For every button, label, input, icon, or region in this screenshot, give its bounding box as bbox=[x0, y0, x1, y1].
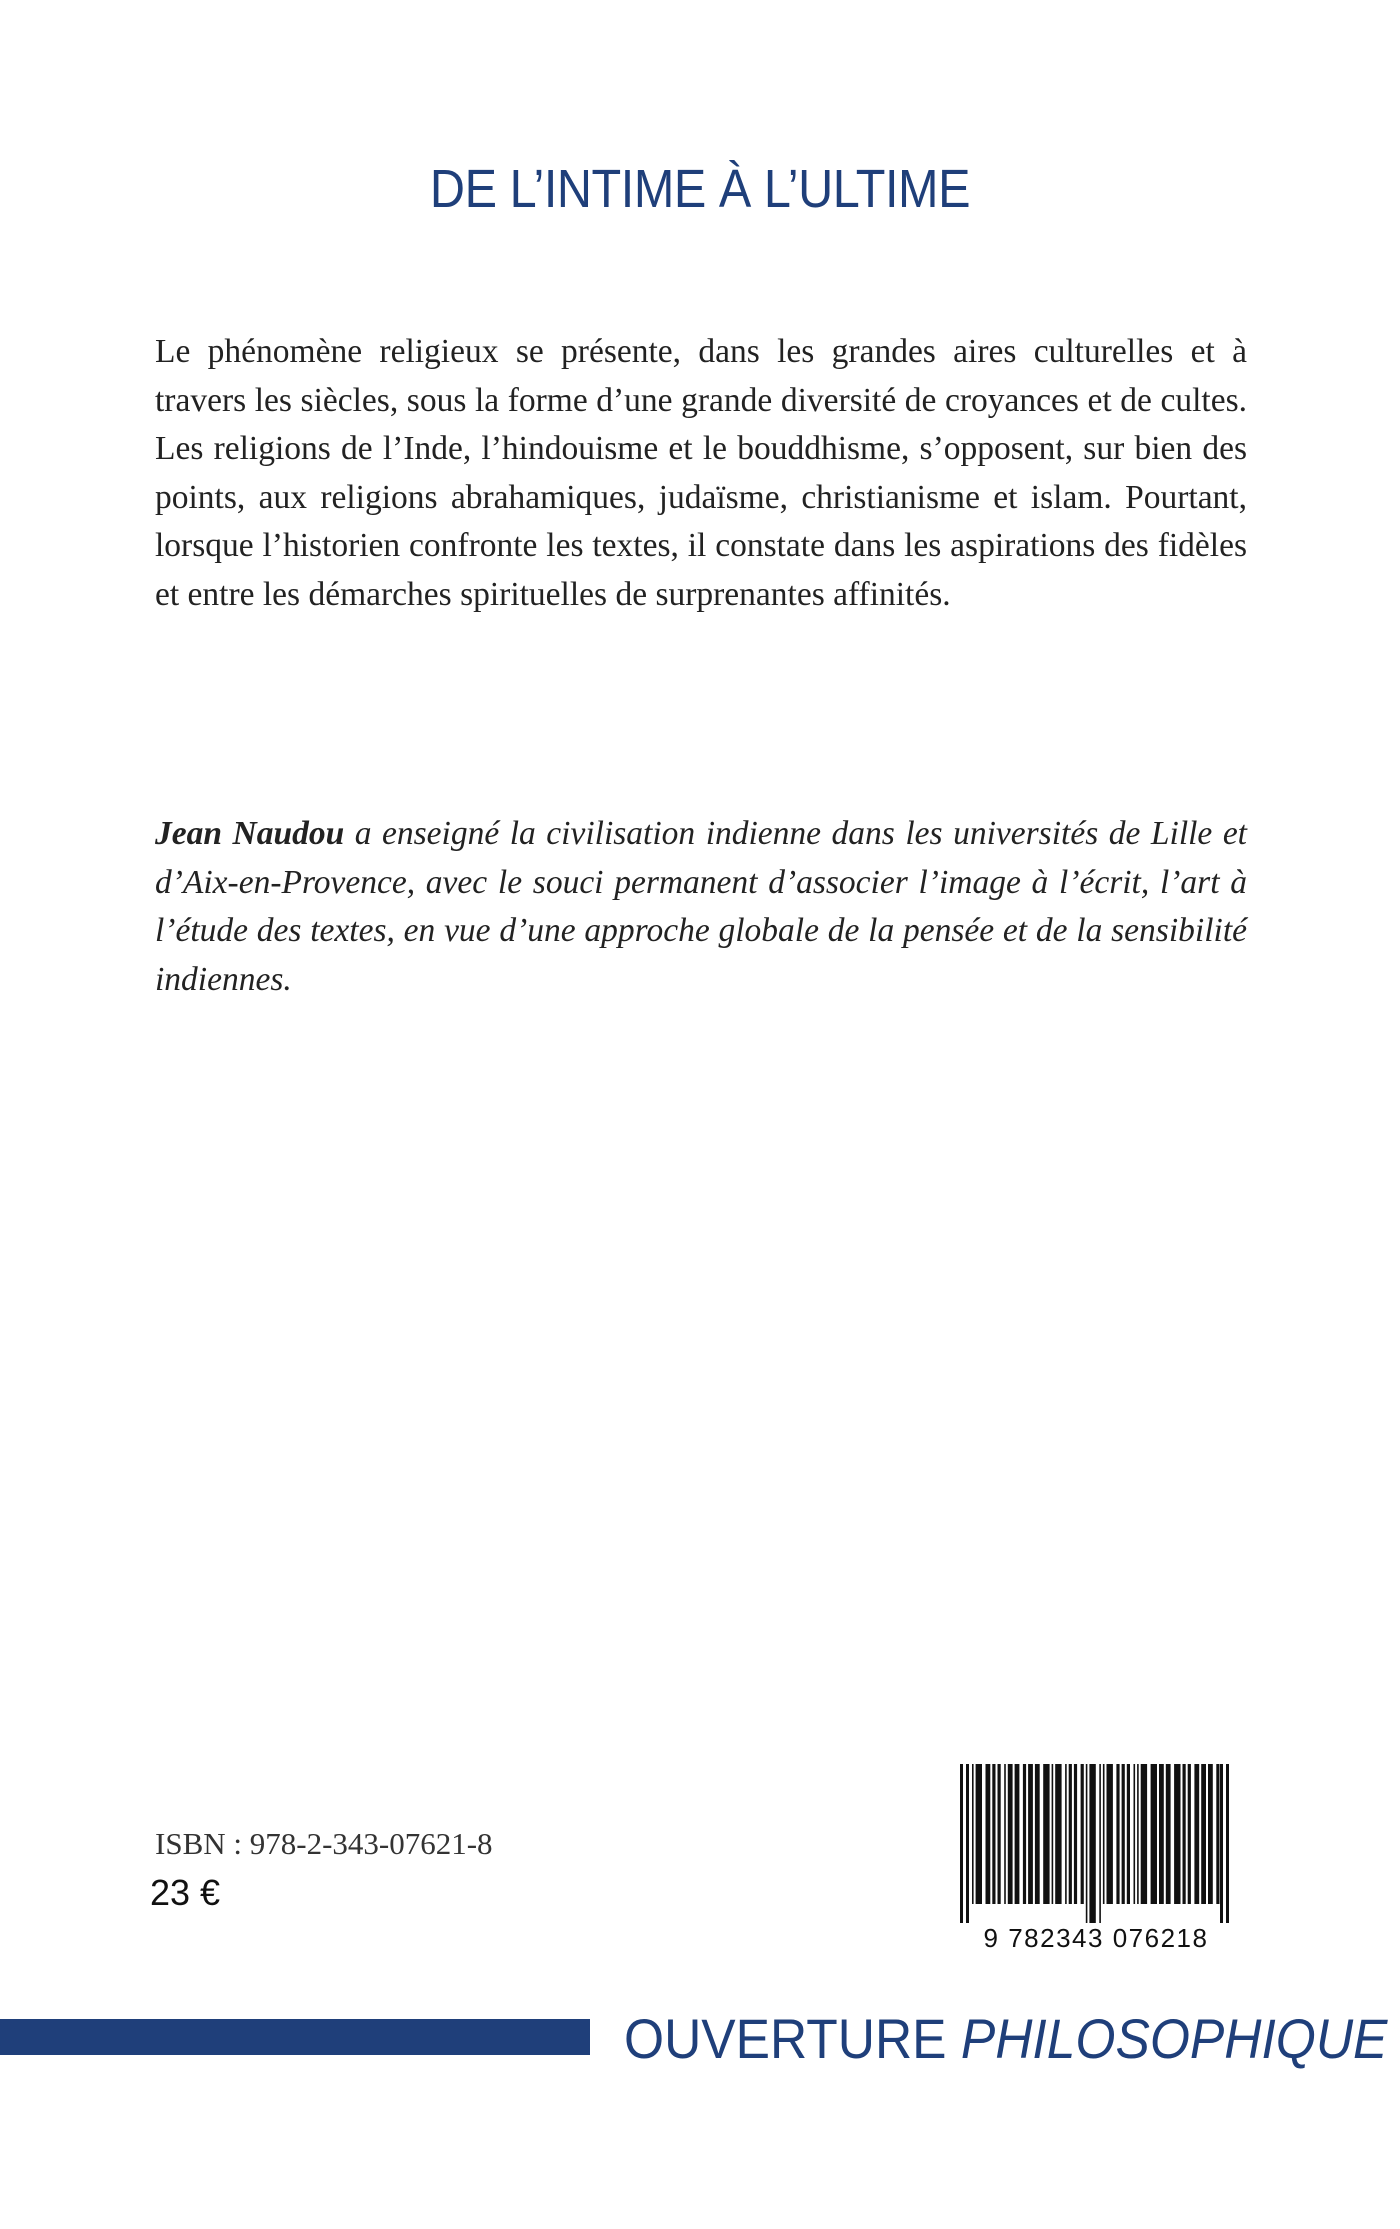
series-name-part2: PHILOSOPHIQUE bbox=[960, 2007, 1388, 2070]
author-bio bbox=[155, 810, 1247, 1004]
barcode-bar bbox=[998, 1764, 1001, 1904]
barcode-bar bbox=[1188, 1764, 1191, 1904]
series-name bbox=[624, 2006, 1387, 2071]
barcode-bar bbox=[1208, 1764, 1213, 1904]
barcode-bar bbox=[1216, 1764, 1219, 1904]
barcode-bar bbox=[1137, 1764, 1139, 1904]
barcode-bar bbox=[1226, 1764, 1229, 1924]
barcode-bar bbox=[1151, 1764, 1157, 1904]
barcode-bar bbox=[1194, 1764, 1199, 1904]
barcode-bar bbox=[1015, 1764, 1020, 1904]
barcode-bar bbox=[1159, 1764, 1164, 1904]
barcode-bar bbox=[1107, 1764, 1113, 1904]
blurb-paragraph: Le phénomène religieux se présente, dans les grandes aires culturelles et à travers les siècles, sous la forme d’une grande diversité de croyances et de cultes. Les religions de l’Inde, l’hindouisme et le bouddhisme, s’opposent, sur bien des points, aux religions abrahamiques, judaïsme, christianisme et islam. Pourtant, lorsque l’historien confronte les textes, il constate dans les aspirations des fidèles et entre les démarches spirituelles de surprenantes affinités. bbox=[155, 333, 1247, 613]
barcode-bar bbox=[1004, 1764, 1006, 1904]
barcode-bar bbox=[986, 1764, 991, 1904]
barcode-bar bbox=[1069, 1764, 1072, 1904]
author-bio-text: a enseigné la civilisation indienne dans les universités de Lille et d’Aix-en-Provence, avec le souci permanent d’associer l’image à l’écrit, l’art à l’étude des textes, en vue d’une approche globale de la pensée et de la sensibilité indiennes. bbox=[155, 815, 1247, 998]
barcode-bar bbox=[976, 1764, 982, 1904]
barcode-bar bbox=[1183, 1764, 1186, 1904]
barcode-bar bbox=[1055, 1764, 1061, 1904]
barcode-bar bbox=[1089, 1764, 1095, 1924]
barcode-bar bbox=[1081, 1764, 1084, 1904]
barcode-bar bbox=[1127, 1764, 1130, 1904]
barcode-bar bbox=[960, 1764, 963, 1924]
barcode-bar bbox=[1141, 1764, 1147, 1904]
barcode-bar bbox=[1008, 1764, 1013, 1904]
barcode bbox=[956, 1764, 1236, 1954]
barcode-bar bbox=[1023, 1764, 1026, 1904]
author-name: Jean Naudou bbox=[155, 815, 345, 852]
barcode-bar bbox=[966, 1764, 969, 1924]
barcode-bar bbox=[1099, 1764, 1101, 1924]
barcode-bar bbox=[1086, 1764, 1088, 1924]
barcode-bar bbox=[1043, 1764, 1049, 1904]
barcode-bar bbox=[1074, 1764, 1077, 1904]
barcode-bar bbox=[1103, 1764, 1105, 1904]
barcode-bars bbox=[956, 1764, 1236, 1924]
barcode-bar bbox=[992, 1764, 995, 1904]
barcode-bar bbox=[1220, 1764, 1223, 1924]
barcode-bar bbox=[1052, 1764, 1054, 1904]
book-title: DE L’INTIME À L’ULTIME bbox=[429, 159, 971, 219]
barcode-bar bbox=[1174, 1764, 1180, 1904]
barcode-bar bbox=[1134, 1764, 1136, 1904]
barcode-bar bbox=[1035, 1764, 1040, 1904]
price-text: 23 € bbox=[150, 1872, 221, 1913]
barcode-bar bbox=[1201, 1764, 1206, 1904]
barcode-bar bbox=[1028, 1764, 1033, 1904]
barcode-bar bbox=[1122, 1764, 1125, 1904]
barcode-bar bbox=[1065, 1764, 1067, 1904]
isbn-text: ISBN : 978-2-343-07621-8 bbox=[155, 1826, 493, 1861]
barcode-bar bbox=[1116, 1764, 1119, 1904]
barcode-bar bbox=[972, 1764, 974, 1904]
barcode-digits: 9 782343 076218 bbox=[956, 1923, 1236, 1954]
series-name-part1: OUVERTURE bbox=[624, 2007, 961, 2070]
barcode-bar bbox=[1166, 1764, 1171, 1904]
series-bar bbox=[0, 2019, 590, 2055]
